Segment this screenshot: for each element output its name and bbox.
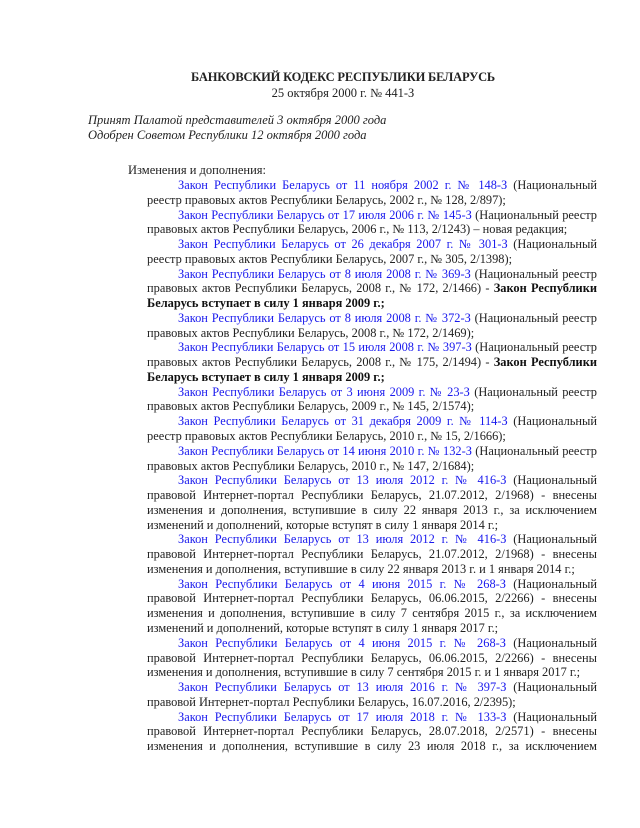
amendment-law-link[interactable]: Закон Республики Беларусь от 13 июля 2016 г. № 397-З [178,680,507,695]
amendment-law-link[interactable]: Закон Республики Беларусь от 8 июля 2008 г. № 369-З [178,266,471,281]
amendment-source-text: (Национальный правовой Интернет-портал Республики Беларусь, 06.06.2015, 2/2266) - внесены изменения и дополнения, вступившие в силу 7 сентября 2015 г. и 1 января 2017 г.; [147,635,597,680]
approved-note: Одобрен Советом Республики 12 октября 2000 года [88,128,367,142]
amendment-entry [147,710,597,754]
amendment-law-link[interactable]: Закон Республики Беларусь от 17 июля 2018 г. № 133-З [178,709,507,724]
document-title: БАНКОВСКИЙ КОДЕКС РЕСПУБЛИКИ БЕЛАРУСЬ [191,70,495,84]
amendment-source-text: (Национальный правовой Интернет-портал Республики Беларусь, 28.07.2018, 2/2571) - внесены изменения и дополнения, вступившие в силу 23 июля 2018 г., за исключением [147,709,597,754]
amendment-entry [147,636,597,680]
amendment-law-link[interactable]: Закон Республики Беларусь от 31 декабря 2009 г. № 114-З [178,414,508,429]
amendment-source-text: (Национальный реестр правовых актов Республики Беларусь, 2006 г., № 113, 2/1243) – новая редакция; [147,207,597,237]
amendment-source-text: (Национальный реестр правовых актов Республики Беларусь, 2008 г., № 172, 2/1466) - [147,266,597,296]
amendments-list [147,178,597,756]
amendment-entry [147,577,597,636]
amendment-law-link[interactable]: Закон Республики Беларусь от 11 ноября 2002 г. № 148-З [178,178,508,192]
document-date: 25 октября 2000 г. № 441-З [271,86,415,100]
amendment-law-link[interactable]: Закон Республики Беларусь от 3 июня 2009 г. № 23-З [178,384,470,399]
amendment-law-link[interactable]: Закон Республики Беларусь от 14 июня 2010 г. № 132-З [178,443,472,458]
amendment-source-text: (Национальный реестр правовых актов Республики Беларусь, 2010 г., № 147, 2/1684); [147,443,597,473]
amendment-source-text: (Национальный реестр правовых актов Республики Беларусь, 2009 г., № 145, 2/1574); [147,384,597,414]
amendment-law-link[interactable]: Закон Республики Беларусь от 8 июля 2008 г. № 372-З [178,310,471,325]
amendment-entry [147,680,597,710]
amendment-entry [147,208,597,238]
amendment-entry [147,267,597,311]
amendment-law-link[interactable]: Закон Республики Беларусь от 13 июля 2012 г. № 416-З [178,532,507,547]
amendment-source-text: (Национальный реестр правовых актов Республики Беларусь, 2008 г., № 175, 2/1494) - [147,340,597,370]
amendment-source-text: (Национальный реестр правовых актов Республики Беларусь, 2010 г., № 15, 2/1666); [147,414,597,444]
amendment-source-text: (Национальный правовой Интернет-портал Республики Беларусь, 16.07.2016, 2/2395); [147,680,597,709]
amendment-entry [147,414,597,444]
amendment-law-link[interactable]: Закон Республики Беларусь от 17 июля 2006 г. № 145-З [178,207,472,222]
amendment-law-link[interactable]: Закон Республики Беларусь от 4 июня 2015 г. № 268-З [178,635,506,650]
amendment-source-text: (Национальный правовой Интернет-портал Республики Беларусь, 21.07.2012, 2/1968) - внесены изменения и дополнения, вступившие в силу 22 января 2013 г. и 1 января 2014 г.; [147,532,597,576]
amendment-entry [147,237,597,267]
amendment-law-link[interactable]: Закон Республики Беларусь от 26 декабря 2007 г. № 301-З [178,237,508,252]
amendment-entry [147,311,597,341]
changes-label: Изменения и дополнения: [128,163,267,177]
amendment-entry [147,532,597,576]
effective-date-note: Закон Республики Беларусь вступает в силу 1 января 2009 г.; [147,355,597,384]
amendment-entry [147,178,597,208]
adopted-note: Принят Палатой представителей 3 октября 2000 года [88,113,387,127]
amendment-entry [147,473,597,532]
amendment-law-link[interactable]: Закон Республики Беларусь от 13 июля 2012 г. № 416-З [178,473,507,488]
amendment-source-text: (Национальный правовой Интернет-портал Республики Беларусь, 06.06.2015, 2/2266) - внесены изменения и дополнения, вступившие в силу 7 сентября 2015 г., за исключением изменений и дополнений, которые вступят в силу 1 января 2017 г.; [147,576,597,635]
amendment-entry [147,385,597,415]
amendment-source-text: (Национальный реестр правовых актов Республики Беларусь, 2002 г., № 128, 2/897); [147,178,597,207]
amendment-source-text: (Национальный реестр правовых актов Республики Беларусь, 2007 г., № 305, 2/1398); [147,237,597,266]
amendment-law-link[interactable]: Закон Республики Беларусь от 4 июня 2015 г. № 268-З [178,576,506,591]
amendment-law-link[interactable]: Закон Республики Беларусь от 15 июля 2008 г. № 397-З [178,340,472,355]
amendment-entry [147,340,597,384]
amendment-source-text: (Национальный реестр правовых актов Республики Беларусь, 2008 г., № 172, 2/1469); [147,310,597,340]
amendment-source-text: (Национальный правовой Интернет-портал Республики Беларусь, 21.07.2012, 2/1968) - внесены изменения и дополнения, вступившие в силу 22 января 2013 г., за исключением изменений и дополнений, которые вступят в силу 1 января 2014 г.; [147,473,597,532]
effective-date-note: Закон Республики Беларусь вступает в силу 1 января 2009 г.; [147,281,597,311]
amendment-entry [147,444,597,474]
